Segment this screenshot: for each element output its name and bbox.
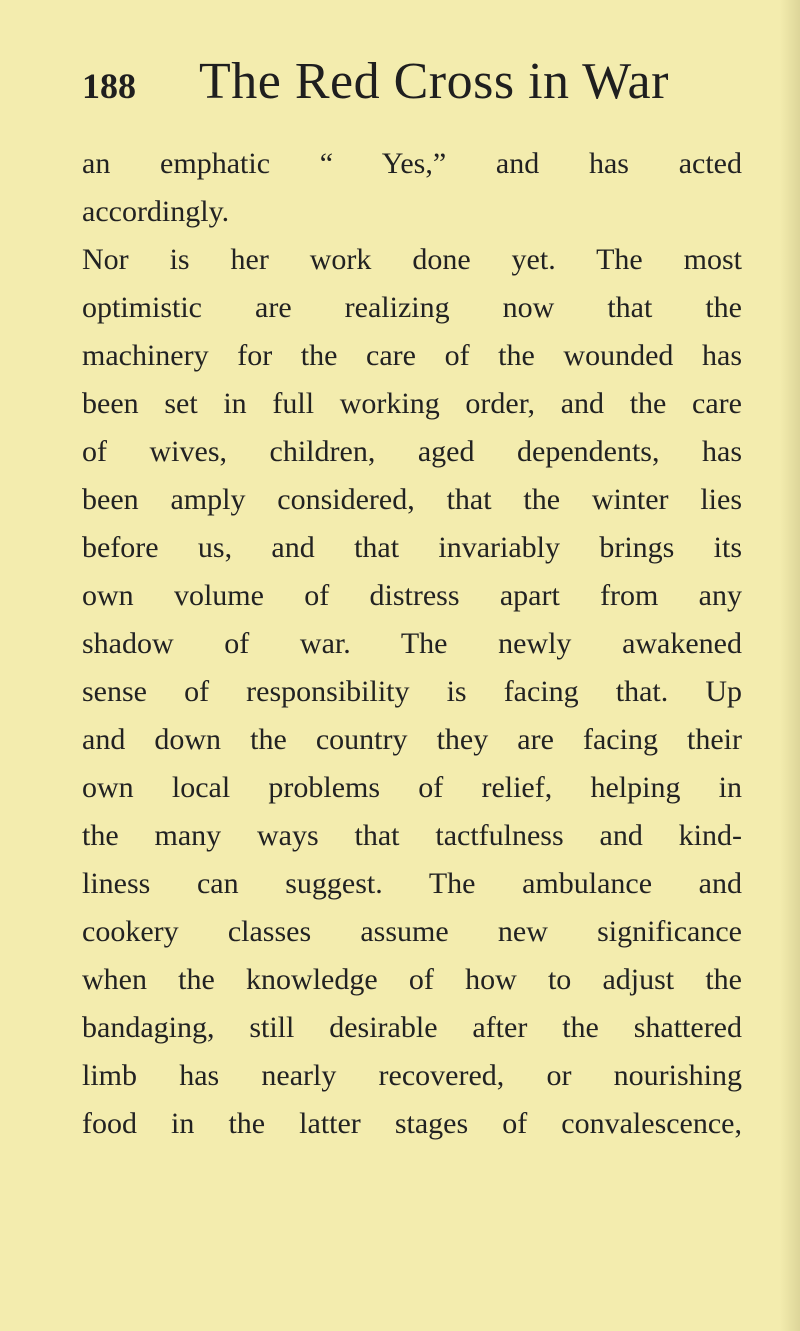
- text-line: own volume of distress apart from any: [82, 579, 742, 612]
- book-title: The Red Cross in War: [199, 53, 669, 110]
- text-line: been set in full working order, and the care: [82, 387, 742, 420]
- body-text: [82, 140, 742, 1148]
- text-line: limb has nearly recovered, or nourishing: [82, 1059, 742, 1092]
- text-line: the many ways that tactfulness and kind-: [82, 819, 742, 852]
- text-line: when the knowledge of how to adjust the: [82, 963, 742, 996]
- running-head: [82, 52, 722, 122]
- text-line: shadow of war. The newly awakened: [82, 627, 742, 660]
- text-line: machinery for the care of the wounded has: [82, 339, 742, 372]
- text-line: sense of responsibility is facing that. Up: [82, 675, 742, 708]
- page-number: 188: [82, 66, 136, 106]
- text-line: own local problems of relief, helping in: [82, 771, 742, 804]
- text-line: bandaging, still desirable after the shattered: [82, 1011, 742, 1044]
- text-line: accordingly.: [82, 195, 230, 228]
- text-line: been amply considered, that the winter lies: [82, 483, 742, 516]
- text-line: of wives, children, aged dependents, has: [82, 435, 742, 468]
- text-line: Nor is her work done yet. The most: [82, 243, 742, 276]
- text-line: before us, and that invariably brings its: [82, 531, 742, 564]
- text-line: food in the latter stages of convalescence,: [82, 1107, 742, 1140]
- text-line: and down the country they are facing their: [82, 723, 742, 756]
- text-line: cookery classes assume new significance: [82, 915, 742, 948]
- text-line: liness can suggest. The ambulance and: [82, 867, 742, 900]
- text-line: optimistic are realizing now that the: [82, 291, 742, 324]
- text-line: an emphatic “ Yes,” and has acted: [82, 147, 742, 180]
